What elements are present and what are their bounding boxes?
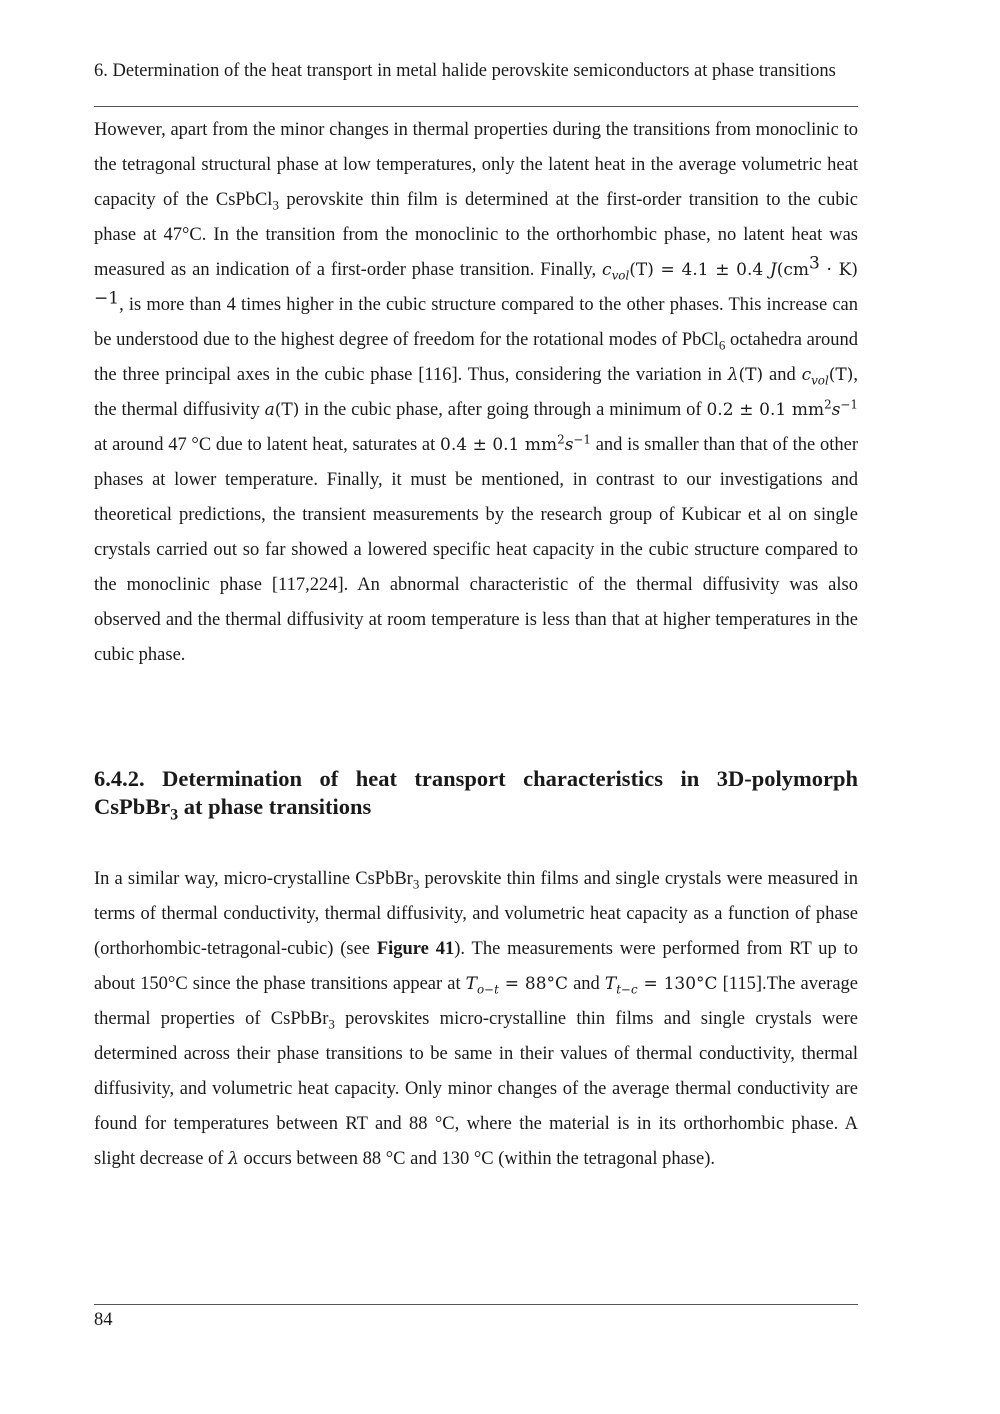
section-heading: 6.4.2. Determination of heat transport characteristics in 3D-polymorph CsPbBr$_3$ at phase transitions (94, 766, 858, 824)
header-rule (94, 106, 858, 107)
equation-lambda: λ(T) (727, 365, 764, 385)
text-run: perovskite thin film is determined at the first-order transition to the cubic phase at 47°C. In the transition from the monoclinic to the orthorhombic phase, no latent heat was measured as an indication of a first-order phase transition. Finally, (94, 190, 858, 280)
subscript: 3 (272, 197, 279, 213)
footer-rule (94, 1304, 858, 1305)
text-run: [115].The average thermal properties of CsPbBr (94, 974, 858, 1029)
text-run: , is more than 4 times higher in the cubic structure compared to the other phases. This increase can be understood due to the highest degree of freedom for the rotational modes of PbCl (94, 295, 858, 350)
equation-saturation-value: 0.4 ± 0.1 $mm^2s^{-1}$ (440, 432, 591, 455)
equation-cvol: $c_{vol}(T) = 4.1 \pm 0.4$ $J(cm^3 \cdot K)^{-1}$ (94, 253, 858, 309)
text-run: octahedra around the three principal axes in the cubic phase [116]. Thus, considering the variation in (94, 330, 858, 385)
page-number: 84 (94, 1310, 113, 1330)
text-run: at around 47 °C due to latent heat, saturates at (94, 435, 441, 455)
document-page (94, 0, 858, 1414)
figure-reference: Figure 41 (376, 939, 455, 959)
equation-lambda: λ (228, 1149, 239, 1169)
text-run: occurs between 88 °C and 130 °C (within the tetragonal phase). (238, 1149, 715, 1169)
equation-min-value: 0.2 ± 0.1 $mm^2s^{-1}$ (706, 397, 858, 420)
subscript: 3 (170, 806, 179, 824)
text-run: ). The measurements were performed from RT up to about 150°C since the phase transitions appear at (94, 939, 858, 994)
equation-a: a(T) (264, 400, 300, 420)
equation-t-tc: $T_{t-c} = 130^\circ C$ (604, 974, 718, 997)
text-run: In a similar way, micro-crystalline CsPbBr (94, 869, 413, 889)
body-paragraph-2 (94, 862, 858, 1177)
text-run: , the thermal diffusivity (94, 365, 859, 420)
text-run: perovskites micro-crystalline thin films and single crystals were determined across their phase transitions to be same in their values of thermal conductivity, thermal diffusivity, and volumetric heat capacity. Only minor changes of the average thermal conductivity are found for temperatures between RT and 88 °C, where the material is in its orthorhombic phase. A slight decrease of (94, 1009, 858, 1169)
subscript: 3 (412, 876, 420, 892)
subscript: 3 (328, 1016, 335, 1032)
text-run: However, apart from the minor changes in thermal properties during the transitions from monoclinic to the tetragonal structural phase at low temperatures, only the latent heat in the average volumetric heat capacity of the CsPbCl (94, 120, 858, 210)
text-run: perovskite thin films and single crystals were measured in terms of thermal conductivity, thermal diffusivity, and volumetric heat capacity as a function of phase (orthorhombic-tetragonal-cubic) (see (94, 869, 858, 959)
equation-cvol-short: $c_{vol}(T)$ (801, 365, 854, 388)
text-run: and (763, 365, 802, 385)
text-run: in the cubic phase, after going through a minimum of (299, 400, 707, 420)
equation-t-ot: $T_{o-t} = 88^\circ C$ (465, 974, 569, 997)
text-run: and is smaller than that of the other phases at lower temperature. Finally, it must be mentioned, in contrast to our investigations and theoretical predictions, the transient measurements by the research group of Kubicar et al on single crystals carried out so far showed a lowered specific heat capacity in the cubic structure compared to the monoclinic phase [117,224]. An abnormal characteristic of the thermal diffusivity was also observed and the thermal diffusivity at room temperature is less than that at higher temperatures in the cubic phase. (94, 435, 858, 665)
running-header: 6. Determination of the heat transport in metal halide perovskite semiconductors at phase transitions (94, 61, 836, 81)
body-paragraph-1 (94, 113, 858, 673)
subscript: 6 (718, 337, 726, 353)
text-run: and (568, 974, 605, 994)
